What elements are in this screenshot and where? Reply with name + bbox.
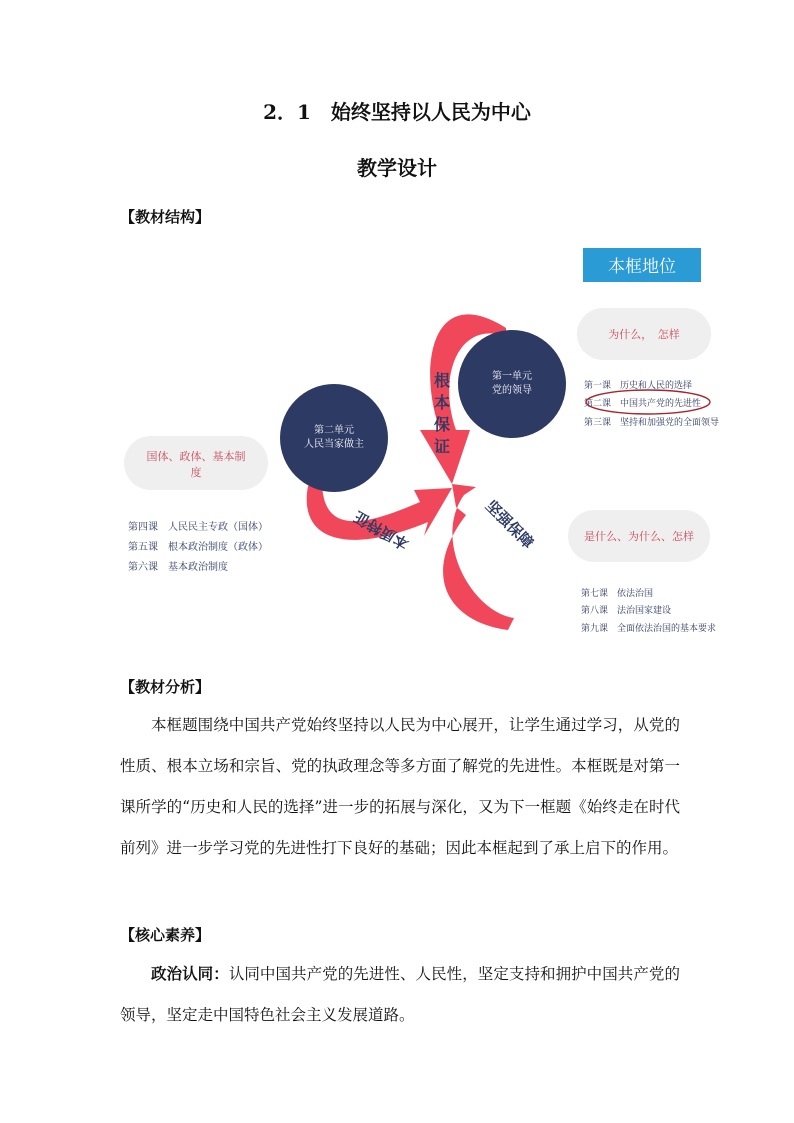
arrow-right-label: 坚强保障 <box>481 496 538 553</box>
unit2-line1: 第二单元 <box>314 425 354 436</box>
unit3-lesson-1: 第七课 依法治国 <box>581 589 654 599</box>
unit1-lesson-2: 第二课 中国共产党的先进性 <box>584 399 702 409</box>
unit1-line1: 第一单元 <box>492 371 532 382</box>
unit3-lesson-2: 第八课 法治国家建设 <box>581 606 672 616</box>
unit1-circle <box>458 330 566 438</box>
arrow-left-label: 本质特征 <box>351 507 412 554</box>
structure-heading: 【教材结构】 <box>120 208 211 226</box>
literacy-text: 认同中国共产党的先进性、人民性，坚定支持和拥护中国共产党的领导，坚定走中国特色社会主义发展道路。 <box>120 965 680 1024</box>
pill-state-system-label-2: 度 <box>190 466 202 479</box>
literacy-paragraph <box>120 953 680 1036</box>
pill-state-system <box>124 436 268 490</box>
unit3-lesson-3: 第九课 全面依法治国的基本要求 <box>581 624 717 634</box>
unit2-lesson-1: 第四课 人民民主专政（国体） <box>128 522 268 533</box>
arrow-top-label: 根本保证 <box>433 371 451 456</box>
pill-state-system-label: 国体、政体、基本制 <box>146 450 246 463</box>
textbook-structure-diagram <box>120 240 720 640</box>
unit1-lesson-1: 第一课 历史和人民的选择 <box>584 381 693 391</box>
unit1-lesson-3: 第三课 坚持和加强党的全面领导 <box>584 418 720 428</box>
literacy-heading: 【核心素养】 <box>120 926 211 944</box>
pill-why-how-label: 为什么， 怎样 <box>608 328 680 341</box>
analysis-paragraph: 本框题围绕中国共产党始终坚持以人民为中心展开，让学生通过学习，从党的性质、根本立场和宗旨、党的执政理念等多方面了解党的先进性。本框既是对第一课所学的“历史和人民的选择”进一步的拓展与深化，又为下一框题《始终走在时代前列》进一步学习党的先进性打下良好的基础；因此本框起到了承上启下的作用。 <box>120 716 680 857</box>
unit2-lesson-3: 第六课 基本政治制度 <box>128 562 228 573</box>
analysis-heading: 【教材分析】 <box>120 678 211 696</box>
document-title: 2．1 始终坚持以人民为中心 <box>263 100 531 124</box>
unit2-circle <box>280 384 388 492</box>
document-subtitle: 教学设计 <box>357 156 437 180</box>
literacy-label: 政治认同： <box>151 964 229 983</box>
pill-what-why-how-label: 是什么、为什么、怎样 <box>584 530 694 543</box>
unit1-line2: 党的领导 <box>492 385 532 396</box>
position-box-label: 本框地位 <box>608 257 676 277</box>
unit2-line2: 人民当家做主 <box>304 439 364 450</box>
unit2-lesson-2: 第五课 根本政治制度（政体） <box>128 542 268 553</box>
